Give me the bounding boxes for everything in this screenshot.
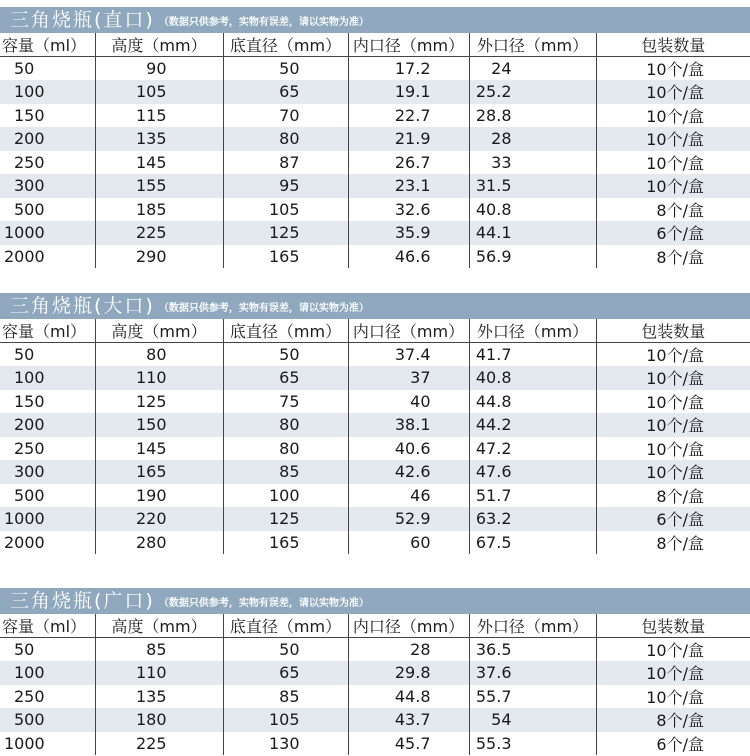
cell-package: 6个/盒 <box>596 221 750 245</box>
cell-outer-diameter: 56.9 <box>469 245 596 269</box>
cell-height: 105 <box>95 80 223 104</box>
cell-base-diameter: 165 <box>223 531 348 555</box>
cell-inner-diameter: 52.9 <box>348 507 469 531</box>
section-title-bar <box>0 293 750 319</box>
cell-outer-diameter: 31.5 <box>469 174 596 198</box>
cell-package: 8个/盒 <box>596 245 750 269</box>
section-title-bar <box>0 588 750 614</box>
table-row <box>0 507 750 531</box>
cell-capacity: 2000 <box>0 245 95 269</box>
cell-capacity: 50 <box>0 57 95 81</box>
header-base-diameter: 底直径（mm） <box>223 33 348 57</box>
cell-base-diameter: 65 <box>223 661 348 685</box>
cell-outer-diameter: 33 <box>469 151 596 175</box>
table-row <box>0 460 750 484</box>
cell-outer-diameter: 47.6 <box>469 460 596 484</box>
cell-capacity: 1000 <box>0 507 95 531</box>
header-outer-diameter: 外口径（mm） <box>469 614 596 638</box>
table-row <box>0 732 750 756</box>
table-body <box>0 57 750 269</box>
cell-inner-diameter: 40 <box>348 390 469 414</box>
cell-capacity: 50 <box>0 343 95 367</box>
cell-outer-diameter: 67.5 <box>469 531 596 555</box>
table-row <box>0 685 750 709</box>
cell-package: 10个/盒 <box>596 174 750 198</box>
table-row <box>0 104 750 128</box>
cell-capacity: 1000 <box>0 732 95 756</box>
table-row <box>0 57 750 81</box>
cell-height: 145 <box>95 151 223 175</box>
cell-inner-diameter: 46.6 <box>348 245 469 269</box>
cell-outer-diameter: 47.2 <box>469 437 596 461</box>
cell-outer-diameter: 44.8 <box>469 390 596 414</box>
cell-outer-diameter: 28 <box>469 127 596 151</box>
table-header <box>0 33 750 57</box>
header-outer-diameter: 外口径（mm） <box>469 319 596 343</box>
cell-height: 190 <box>95 484 223 508</box>
cell-outer-diameter: 41.7 <box>469 343 596 367</box>
cell-base-diameter: 85 <box>223 685 348 709</box>
header-package: 包装数量 <box>596 33 750 57</box>
cell-package: 10个/盒 <box>596 413 750 437</box>
cell-base-diameter: 95 <box>223 174 348 198</box>
header-inner-diameter: 内口径（mm） <box>348 319 469 343</box>
header-height: 高度（mm） <box>95 319 223 343</box>
cell-capacity: 250 <box>0 437 95 461</box>
cell-base-diameter: 50 <box>223 57 348 81</box>
section-title: 三角烧瓶(直口) <box>10 9 155 31</box>
section-title: 三角烧瓶(大口) <box>10 295 155 317</box>
cell-outer-diameter: 54 <box>469 708 596 732</box>
cell-capacity: 500 <box>0 484 95 508</box>
cell-base-diameter: 100 <box>223 484 348 508</box>
cell-height: 135 <box>95 127 223 151</box>
section-title-bar <box>0 7 750 33</box>
cell-base-diameter: 80 <box>223 437 348 461</box>
cell-package: 10个/盒 <box>596 638 750 662</box>
cell-package: 6个/盒 <box>596 732 750 756</box>
cell-inner-diameter: 29.8 <box>348 661 469 685</box>
section-note: （数据只供参考，实物有误差，请以实物为准） <box>158 17 369 28</box>
section-note: （数据只供参考，实物有误差，请以实物为准） <box>158 303 369 314</box>
cell-capacity: 2000 <box>0 531 95 555</box>
cell-base-diameter: 85 <box>223 460 348 484</box>
table-header <box>0 319 750 343</box>
cell-package: 10个/盒 <box>596 460 750 484</box>
cell-height: 110 <box>95 661 223 685</box>
table-row <box>0 198 750 222</box>
cell-inner-diameter: 45.7 <box>348 732 469 756</box>
spec-table <box>0 319 750 554</box>
table-row <box>0 80 750 104</box>
header-capacity: 容量（ml） <box>0 614 95 638</box>
cell-base-diameter: 165 <box>223 245 348 269</box>
cell-outer-diameter: 55.7 <box>469 685 596 709</box>
cell-height: 135 <box>95 685 223 709</box>
table-row <box>0 221 750 245</box>
cell-package: 10个/盒 <box>596 685 750 709</box>
cell-height: 150 <box>95 413 223 437</box>
header-row <box>0 319 750 343</box>
cell-height: 225 <box>95 732 223 756</box>
section-note: （数据只供参考，实物有误差，请以实物为准） <box>158 598 369 609</box>
cell-outer-diameter: 28.8 <box>469 104 596 128</box>
cell-package: 10个/盒 <box>596 390 750 414</box>
cell-outer-diameter: 25.2 <box>469 80 596 104</box>
table-body <box>0 638 750 756</box>
cell-package: 8个/盒 <box>596 708 750 732</box>
cell-inner-diameter: 35.9 <box>348 221 469 245</box>
cell-base-diameter: 125 <box>223 507 348 531</box>
table-row <box>0 531 750 555</box>
table-row <box>0 245 750 269</box>
table-header <box>0 614 750 638</box>
cell-capacity: 200 <box>0 127 95 151</box>
cell-capacity: 1000 <box>0 221 95 245</box>
cell-inner-diameter: 17.2 <box>348 57 469 81</box>
header-outer-diameter: 外口径（mm） <box>469 33 596 57</box>
cell-capacity: 150 <box>0 390 95 414</box>
cell-package: 6个/盒 <box>596 507 750 531</box>
cell-package: 10个/盒 <box>596 57 750 81</box>
cell-inner-diameter: 32.6 <box>348 198 469 222</box>
cell-base-diameter: 50 <box>223 638 348 662</box>
table-row <box>0 127 750 151</box>
header-capacity: 容量（ml） <box>0 319 95 343</box>
header-row <box>0 614 750 638</box>
cell-height: 180 <box>95 708 223 732</box>
cell-package: 10个/盒 <box>596 366 750 390</box>
cell-outer-diameter: 37.6 <box>469 661 596 685</box>
cell-inner-diameter: 37 <box>348 366 469 390</box>
table-row <box>0 366 750 390</box>
cell-height: 90 <box>95 57 223 81</box>
section-broad-neck <box>0 588 750 755</box>
cell-capacity: 250 <box>0 151 95 175</box>
cell-inner-diameter: 60 <box>348 531 469 555</box>
cell-capacity: 50 <box>0 638 95 662</box>
cell-outer-diameter: 63.2 <box>469 507 596 531</box>
cell-inner-diameter: 28 <box>348 638 469 662</box>
cell-capacity: 200 <box>0 413 95 437</box>
table-row <box>0 413 750 437</box>
cell-inner-diameter: 37.4 <box>348 343 469 367</box>
cell-inner-diameter: 46 <box>348 484 469 508</box>
table-row <box>0 390 750 414</box>
header-base-diameter: 底直径（mm） <box>223 614 348 638</box>
cell-capacity: 100 <box>0 80 95 104</box>
cell-inner-diameter: 44.8 <box>348 685 469 709</box>
header-height: 高度（mm） <box>95 614 223 638</box>
cell-base-diameter: 50 <box>223 343 348 367</box>
header-package: 包装数量 <box>596 614 750 638</box>
spec-table <box>0 33 750 268</box>
cell-package: 10个/盒 <box>596 437 750 461</box>
table-row <box>0 343 750 367</box>
cell-height: 220 <box>95 507 223 531</box>
cell-inner-diameter: 40.6 <box>348 437 469 461</box>
section-title: 三角烧瓶(广口) <box>10 590 155 612</box>
cell-height: 80 <box>95 343 223 367</box>
cell-capacity: 100 <box>0 366 95 390</box>
cell-package: 10个/盒 <box>596 343 750 367</box>
cell-outer-diameter: 40.8 <box>469 366 596 390</box>
header-package: 包装数量 <box>596 319 750 343</box>
cell-height: 85 <box>95 638 223 662</box>
cell-inner-diameter: 21.9 <box>348 127 469 151</box>
header-base-diameter: 底直径（mm） <box>223 319 348 343</box>
cell-inner-diameter: 26.7 <box>348 151 469 175</box>
cell-outer-diameter: 36.5 <box>469 638 596 662</box>
cell-inner-diameter: 43.7 <box>348 708 469 732</box>
section-wide-neck <box>0 293 750 554</box>
cell-inner-diameter: 38.1 <box>348 413 469 437</box>
cell-height: 115 <box>95 104 223 128</box>
cell-package: 8个/盒 <box>596 531 750 555</box>
table-row <box>0 708 750 732</box>
table-row <box>0 151 750 175</box>
cell-height: 290 <box>95 245 223 269</box>
header-height: 高度（mm） <box>95 33 223 57</box>
table-row <box>0 437 750 461</box>
cell-outer-diameter: 44.2 <box>469 413 596 437</box>
cell-inner-diameter: 42.6 <box>348 460 469 484</box>
cell-package: 8个/盒 <box>596 484 750 508</box>
table-row <box>0 484 750 508</box>
cell-package: 8个/盒 <box>596 198 750 222</box>
spec-table <box>0 614 750 755</box>
cell-outer-diameter: 24 <box>469 57 596 81</box>
cell-height: 165 <box>95 460 223 484</box>
cell-capacity: 500 <box>0 708 95 732</box>
cell-base-diameter: 80 <box>223 413 348 437</box>
cell-height: 185 <box>95 198 223 222</box>
cell-base-diameter: 75 <box>223 390 348 414</box>
header-inner-diameter: 内口径（mm） <box>348 33 469 57</box>
header-row <box>0 33 750 57</box>
header-inner-diameter: 内口径（mm） <box>348 614 469 638</box>
cell-base-diameter: 80 <box>223 127 348 151</box>
cell-base-diameter: 130 <box>223 732 348 756</box>
cell-height: 110 <box>95 366 223 390</box>
cell-base-diameter: 125 <box>223 221 348 245</box>
cell-inner-diameter: 22.7 <box>348 104 469 128</box>
cell-height: 280 <box>95 531 223 555</box>
table-row <box>0 638 750 662</box>
cell-base-diameter: 65 <box>223 80 348 104</box>
cell-height: 225 <box>95 221 223 245</box>
cell-base-diameter: 105 <box>223 708 348 732</box>
cell-height: 125 <box>95 390 223 414</box>
cell-capacity: 300 <box>0 460 95 484</box>
cell-package: 10个/盒 <box>596 151 750 175</box>
cell-outer-diameter: 40.8 <box>469 198 596 222</box>
cell-inner-diameter: 23.1 <box>348 174 469 198</box>
cell-outer-diameter: 44.1 <box>469 221 596 245</box>
cell-height: 145 <box>95 437 223 461</box>
cell-capacity: 100 <box>0 661 95 685</box>
table-row <box>0 661 750 685</box>
cell-height: 155 <box>95 174 223 198</box>
cell-package: 10个/盒 <box>596 127 750 151</box>
cell-base-diameter: 105 <box>223 198 348 222</box>
header-capacity: 容量（ml） <box>0 33 95 57</box>
cell-package: 10个/盒 <box>596 104 750 128</box>
cell-base-diameter: 87 <box>223 151 348 175</box>
section-straight-neck <box>0 7 750 268</box>
cell-outer-diameter: 55.3 <box>469 732 596 756</box>
cell-capacity: 250 <box>0 685 95 709</box>
table-row <box>0 174 750 198</box>
cell-inner-diameter: 19.1 <box>348 80 469 104</box>
cell-capacity: 500 <box>0 198 95 222</box>
cell-capacity: 300 <box>0 174 95 198</box>
cell-package: 10个/盒 <box>596 80 750 104</box>
table-body <box>0 343 750 555</box>
cell-capacity: 150 <box>0 104 95 128</box>
cell-base-diameter: 70 <box>223 104 348 128</box>
cell-base-diameter: 65 <box>223 366 348 390</box>
cell-package: 10个/盒 <box>596 661 750 685</box>
cell-outer-diameter: 51.7 <box>469 484 596 508</box>
